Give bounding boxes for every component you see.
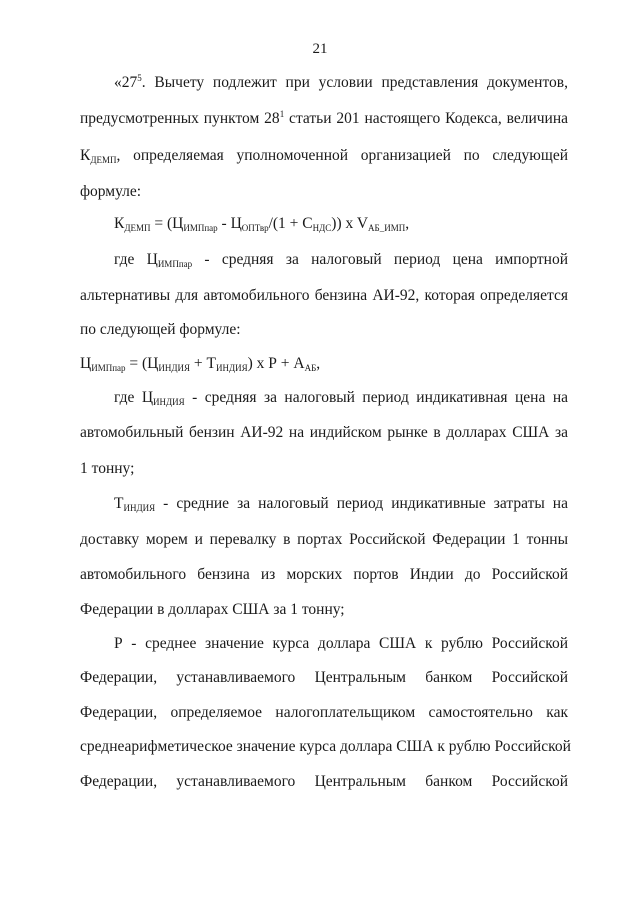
paragraph-4-line-2: доставку морем и перевалку в портах Российской Федерации 1 тонны — [80, 531, 568, 548]
paragraph-3-line-3: 1 тонну; — [80, 460, 135, 477]
paragraph-2-line-1: где $Ц_{ИМПпар}$ - средняя за налоговый период цена импортной — [114, 251, 568, 269]
page-number: 21 — [312, 41, 328, 57]
paragraph-4-line-4: Федерации в долларах США за 1 тонну; — [80, 601, 345, 618]
paragraph-4-line-1: $Т_{ИНДИЯ}$ - средние за налоговый период индикативные затраты на — [114, 495, 568, 513]
paragraph-2-line-2: альтернативы для автомобильного бензина АИ-92, которая определяется — [80, 287, 568, 304]
paragraph-3-line-2: автомобильный бензин АИ-92 на индийском рынке в долларах США за — [80, 424, 568, 441]
paragraph-5-line-5: Федерации, устанавливаемого Центральным банком Российской — [80, 773, 568, 790]
formula-c-imp: $Ц_{ИМПпар} = (Ц_{ИНДИЯ} + Т_{ИНДИЯ})$ x $Р + А_{АБ}$, — [80, 355, 321, 373]
paragraph-5-line-1: Р - среднее значение курса доллара США к рублю Российской — [114, 635, 568, 652]
paragraph-1-line-4: формуле: — [80, 183, 142, 200]
paragraph-5-line-4: среднеарифметическое значение курса доллара США к рублю Российской — [80, 738, 571, 755]
paragraph-2-line-3: по следующей формуле: — [80, 321, 241, 338]
paragraph-1-line-2: предусмотренных пунктом $28^1$ статьи 201 настоящего Кодекса, величина — [80, 109, 568, 127]
paragraph-5-line-2: Федерации, устанавливаемого Центральным банком Российской — [80, 669, 568, 686]
paragraph-5-line-3: Федерации, определяемое налогоплательщиком самостоятельно как — [80, 704, 568, 721]
paragraph-3-line-1: где $Ц_{ИНДИЯ}$ - средняя за налоговый период индикативная цена на — [114, 389, 569, 407]
paragraph-4-line-3: автомобильного бензина из морских портов Индии до Российской — [80, 566, 568, 583]
paragraph-1-line-3: $К_{ДЕМП}$, определяемая уполномоченной организацией по следующей — [80, 147, 568, 165]
paragraph-1-line-1: «$27^5$. Вычету подлежит при условии представления документов, — [114, 73, 568, 91]
formula-k-demp: $К_{ДЕМП} = (Ц_{ИМПпар} - Ц_{ОПТвр}/(1 + С_{НДС}))$ x $V_{АБ\_ИМП}$, — [114, 215, 410, 233]
